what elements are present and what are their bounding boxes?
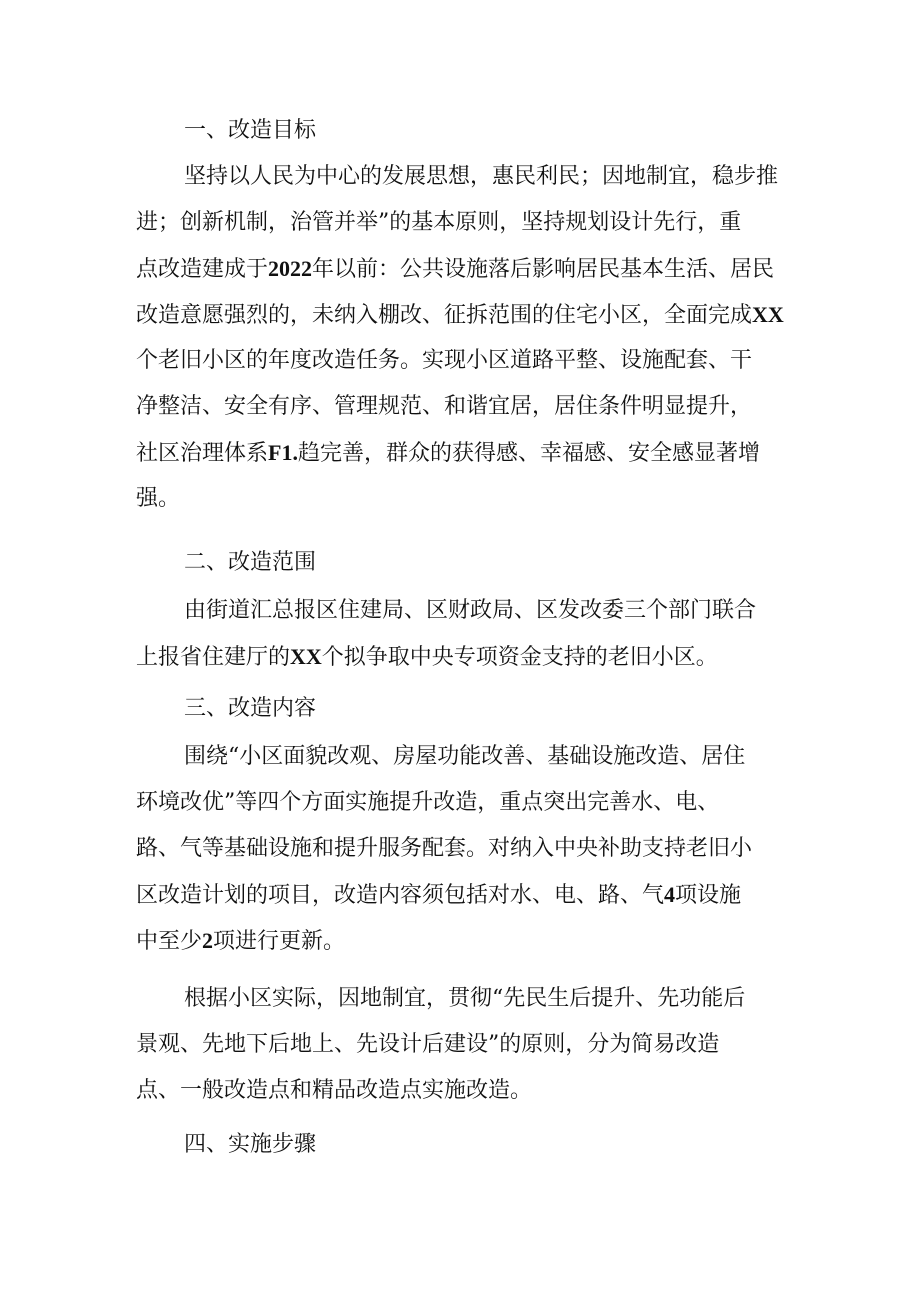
- paragraph-line: 点改造建成于2022年以前：公共设施落后影响居民基本生活、居民: [136, 256, 775, 282]
- section-heading-content: [136, 686, 796, 732]
- paragraph-line: 区改造计划的项目，改造内容须包括对水、电、路、气4项设施: [136, 882, 742, 908]
- heading-text: 二、改造范围: [184, 550, 317, 575]
- paragraph-line: 环境改优”等四个方面实施提升改造，重点突出完善水、电、: [136, 790, 720, 815]
- paragraph-line: 进；创新机制，治管并举”的基本原则，坚持规划设计先行，重: [136, 210, 742, 235]
- paragraph-line: 个老旧小区的年度改造任务。实现小区道路平整、设施配套、干: [136, 348, 753, 373]
- heading-text: 一、改造目标: [184, 118, 317, 143]
- paragraph-line: 景观、先地下后地上、先设计后建设”的原则，分为简易改造: [136, 1032, 720, 1057]
- bold-term: 2: [202, 928, 214, 953]
- paragraph-line: 净整洁、安全有序、管理规范、和谐宜居，居住条件明显提升，: [136, 394, 753, 419]
- bold-term: 2022: [268, 256, 313, 281]
- paragraph-scope: [136, 588, 796, 680]
- paragraph-goals: [136, 154, 796, 522]
- paragraph-content-2: [136, 976, 796, 1114]
- paragraph-line: 由街道汇总报区住建局、区财政局、区发改委三个部门联合: [184, 598, 757, 623]
- paragraph-line: 改造意愿强烈的，未纳入棚改、征拆范围的住宅小区，全面完成XX: [136, 302, 784, 328]
- section-heading-steps: [136, 1122, 796, 1168]
- paragraph-line: 社区治理体系F1.趋完善，群众的获得感、幸福感、安全感显著增: [136, 440, 760, 466]
- paragraph-line: 路、气等基础设施和提升服务配套。对纳入中央补助支持老旧小: [136, 836, 753, 861]
- paragraph-line: 中至少2项进行更新。: [136, 928, 346, 954]
- bold-term: XX: [752, 302, 784, 327]
- bold-term: 4: [664, 882, 676, 907]
- paragraph-content-1: [136, 734, 796, 964]
- paragraph-line: 根据小区实际，因地制宜，贯彻“先民生后提升、先功能后: [184, 986, 746, 1011]
- heading-text: 四、实施步骤: [184, 1132, 317, 1157]
- paragraph-line: 点、一般改造点和精品改造点实施改造。: [136, 1078, 533, 1103]
- paragraph-line: 上报省住建厅的XX个拟争取中央专项资金支持的老旧小区。: [136, 644, 718, 670]
- paragraph-line: 强。: [136, 486, 181, 511]
- bold-term: XX: [290, 644, 322, 669]
- section-heading-goals: [136, 108, 796, 154]
- paragraph-line: 围绕“小区面貌改观、房屋功能改善、基础设施改造、居住: [184, 744, 746, 769]
- section-heading-scope: [136, 540, 796, 586]
- bold-term: F1.: [268, 440, 298, 465]
- heading-text: 三、改造内容: [184, 696, 317, 721]
- paragraph-line: 坚持以人民为中心的发展思想，惠民利民；因地制宜，稳步推: [184, 164, 779, 189]
